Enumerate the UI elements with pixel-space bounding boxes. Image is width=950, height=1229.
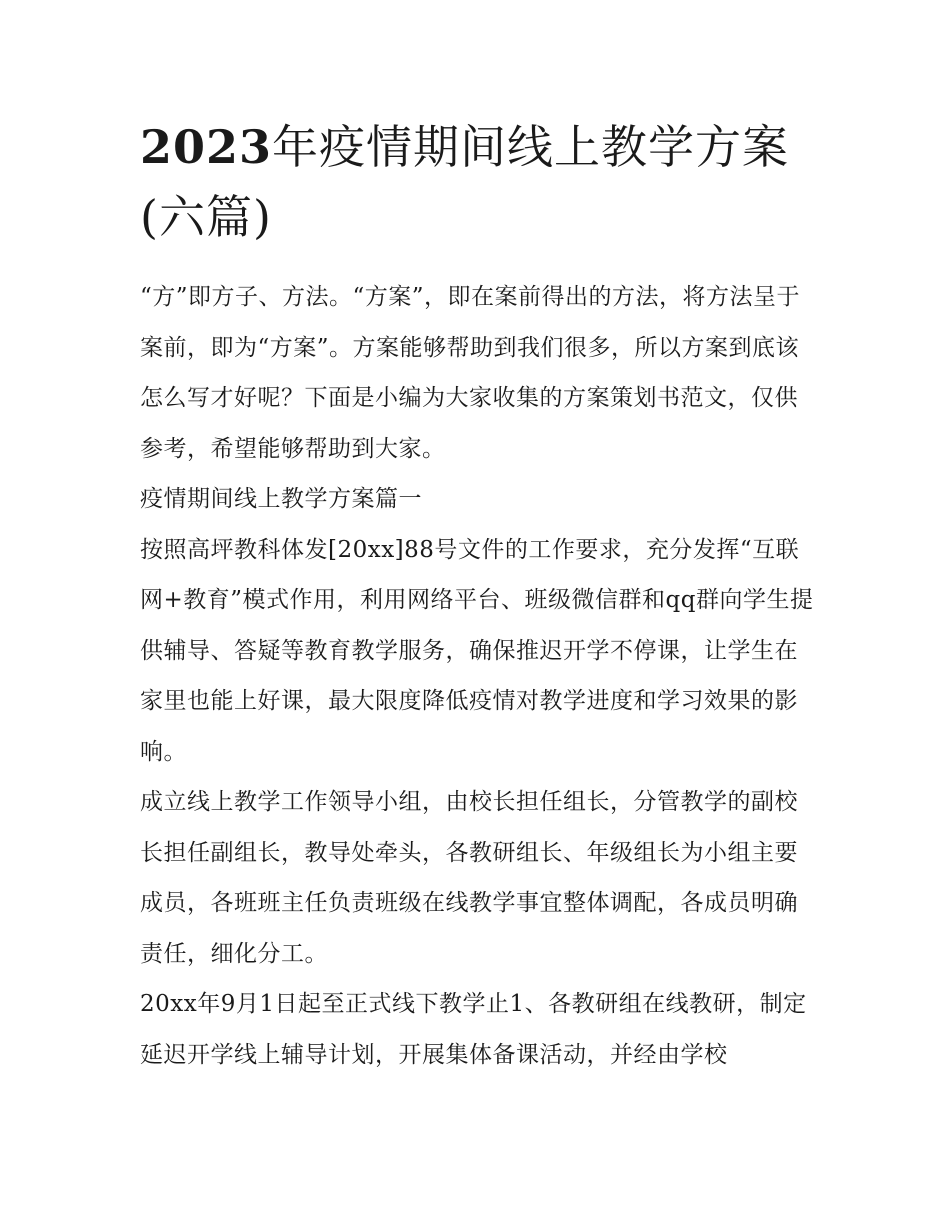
intro-paragraph: “方”即方子、方法。“方案”，即在案前得出的方法，将方法呈于案前，即为“方案”。方案能够帮助到我们很多，所以方案到底该怎么写才好呢？下面是小编为大家收集的方案策划书范文，仅供参考，希望能够帮助到大家。 <box>140 284 801 462</box>
body-paragraph-3: 20xx年9月1日起至正式线下教学止1、各教研组在线教研，制定延迟开学线上辅导计划，开展集体备课活动，并经由学校 <box>140 991 807 1068</box>
document-page <box>140 112 820 1080</box>
title-year: 2023 <box>140 120 273 174</box>
title-text: 年疫情期间线上教学方案(六篇) <box>140 120 790 244</box>
body-paragraph-2: 成立线上教学工作领导小组，由校长担任组长，分管教学的副校长担任副组长，教导处牵头，各教研组长、年级组长为小组主要成员，各班班主任负责班级在线教学事宜整体调配，各成员明确责任，细化分工。 <box>140 789 798 967</box>
body-paragraph-1: 按照高坪教科体发[20xx]88号文件的工作要求，充分发挥“互联网+教育”模式作用，利用网络平台、班级微信群和qq群向学生提供辅导、答疑等教育教学服务，确保推迟开学不停课，让学生在家里也能上好课，最大限度降低疫情对教学进度和学习效果的影响。 <box>140 536 814 765</box>
section-heading: 疫情期间线上教学方案篇一 <box>140 486 422 512</box>
document-title <box>140 112 820 252</box>
